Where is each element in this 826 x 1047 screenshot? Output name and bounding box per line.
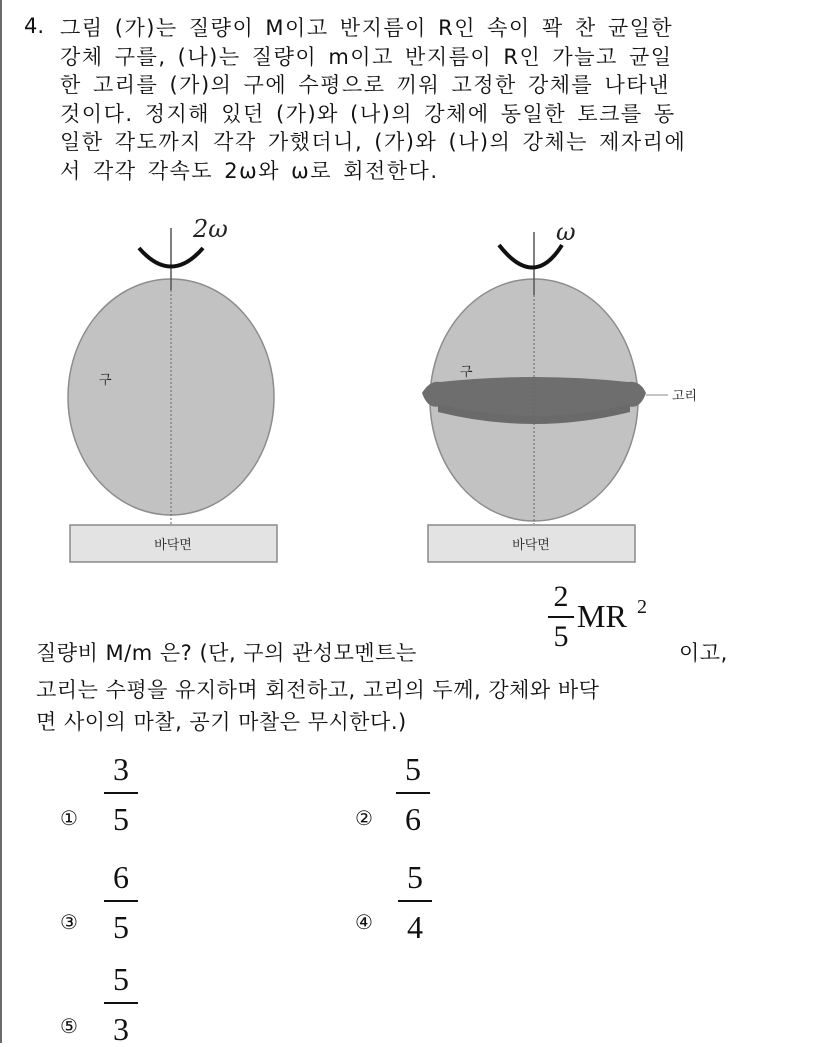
fraction-denominator: 5: [113, 801, 129, 837]
choice-fraction: [398, 860, 432, 944]
fraction-bar: [104, 792, 138, 794]
fraction-denominator: 6: [405, 801, 421, 837]
stem-line: 그림 (가)는 질량이 M이고 반지름이 R인 속이 꽉 찬 균일한: [60, 16, 674, 40]
fraction-numerator: 6: [113, 859, 129, 895]
choice-marker: ⑤: [60, 1014, 78, 1038]
stem-line: 서 각각 각속도 2ω와 ω로 회전한다.: [60, 158, 439, 183]
floor-label: 바닥면: [512, 538, 550, 553]
stem-line: 강체 구를, (나)는 질량이 m이고 반지름이 R인 가늘고 균일: [60, 44, 673, 69]
prompt-line-2: 고리는 수평을 유지하며 회전하고, 고리의 두께, 강체와 바닥: [36, 678, 600, 702]
rotation-arrow-icon: [499, 245, 562, 268]
sphere-label: 구: [99, 373, 112, 388]
fraction-bar: [398, 900, 432, 902]
sphere-label: 구: [460, 365, 473, 380]
ring-label: 고리: [672, 389, 698, 404]
floor-label: 바닥면: [154, 538, 192, 553]
choice-marker: ①: [60, 806, 78, 830]
fraction-bar: [104, 1002, 138, 1004]
question-number: 4.: [24, 14, 45, 38]
fraction-denominator: 3: [113, 1011, 129, 1047]
choice-fraction: [396, 752, 430, 836]
stem-line: 것이다. 정지해 있던 (가)와 (나)의 강체에 동일한 토크를 동: [60, 101, 676, 126]
stem-line: 일한 각도까지 각각 가했더니, (가)와 (나)의 강체는 제자리에: [60, 130, 687, 154]
choice-fraction: [104, 752, 138, 836]
prompt-line-1-suffix: 이고,: [679, 641, 728, 665]
choice-marker: ④: [355, 910, 373, 934]
fraction-denominator: 5: [553, 620, 569, 653]
fraction-bar: [548, 616, 574, 618]
fraction-bar: [396, 792, 430, 794]
moment-inertia-fraction: [548, 582, 574, 652]
fraction-numerator: 3: [113, 751, 129, 787]
prompt-line-3: 면 사이의 마찰, 공기 마찰은 무시한다.): [36, 710, 407, 734]
choice-marker: ③: [60, 910, 78, 934]
fraction-bar: [104, 900, 138, 902]
angular-speed-label: 2ω: [193, 215, 228, 243]
fraction-numerator: 5: [405, 751, 421, 787]
moment-inertia-exponent: 2: [637, 596, 647, 618]
fraction-numerator: 5: [407, 859, 423, 895]
fraction-denominator: 4: [407, 909, 423, 945]
prompt-line-1: 질량비 M/m 은? (단, 구의 관성모멘트는: [36, 641, 417, 665]
moment-inertia-body: MR: [577, 598, 627, 634]
angular-speed-label: ω: [556, 218, 576, 246]
choice-marker: ②: [355, 806, 373, 830]
fraction-numerator: 2: [553, 580, 569, 613]
choice-fraction: [104, 860, 138, 944]
stem-line: 한 고리를 (가)의 구에 수평으로 끼워 고정한 강체를 나타낸: [60, 73, 670, 97]
fraction-denominator: 5: [113, 909, 129, 945]
choice-fraction: [104, 962, 138, 1046]
figure-left-solid-sphere: [68, 215, 277, 562]
figure-right-sphere-with-ring: [422, 218, 697, 562]
fraction-numerator: 5: [113, 961, 129, 997]
